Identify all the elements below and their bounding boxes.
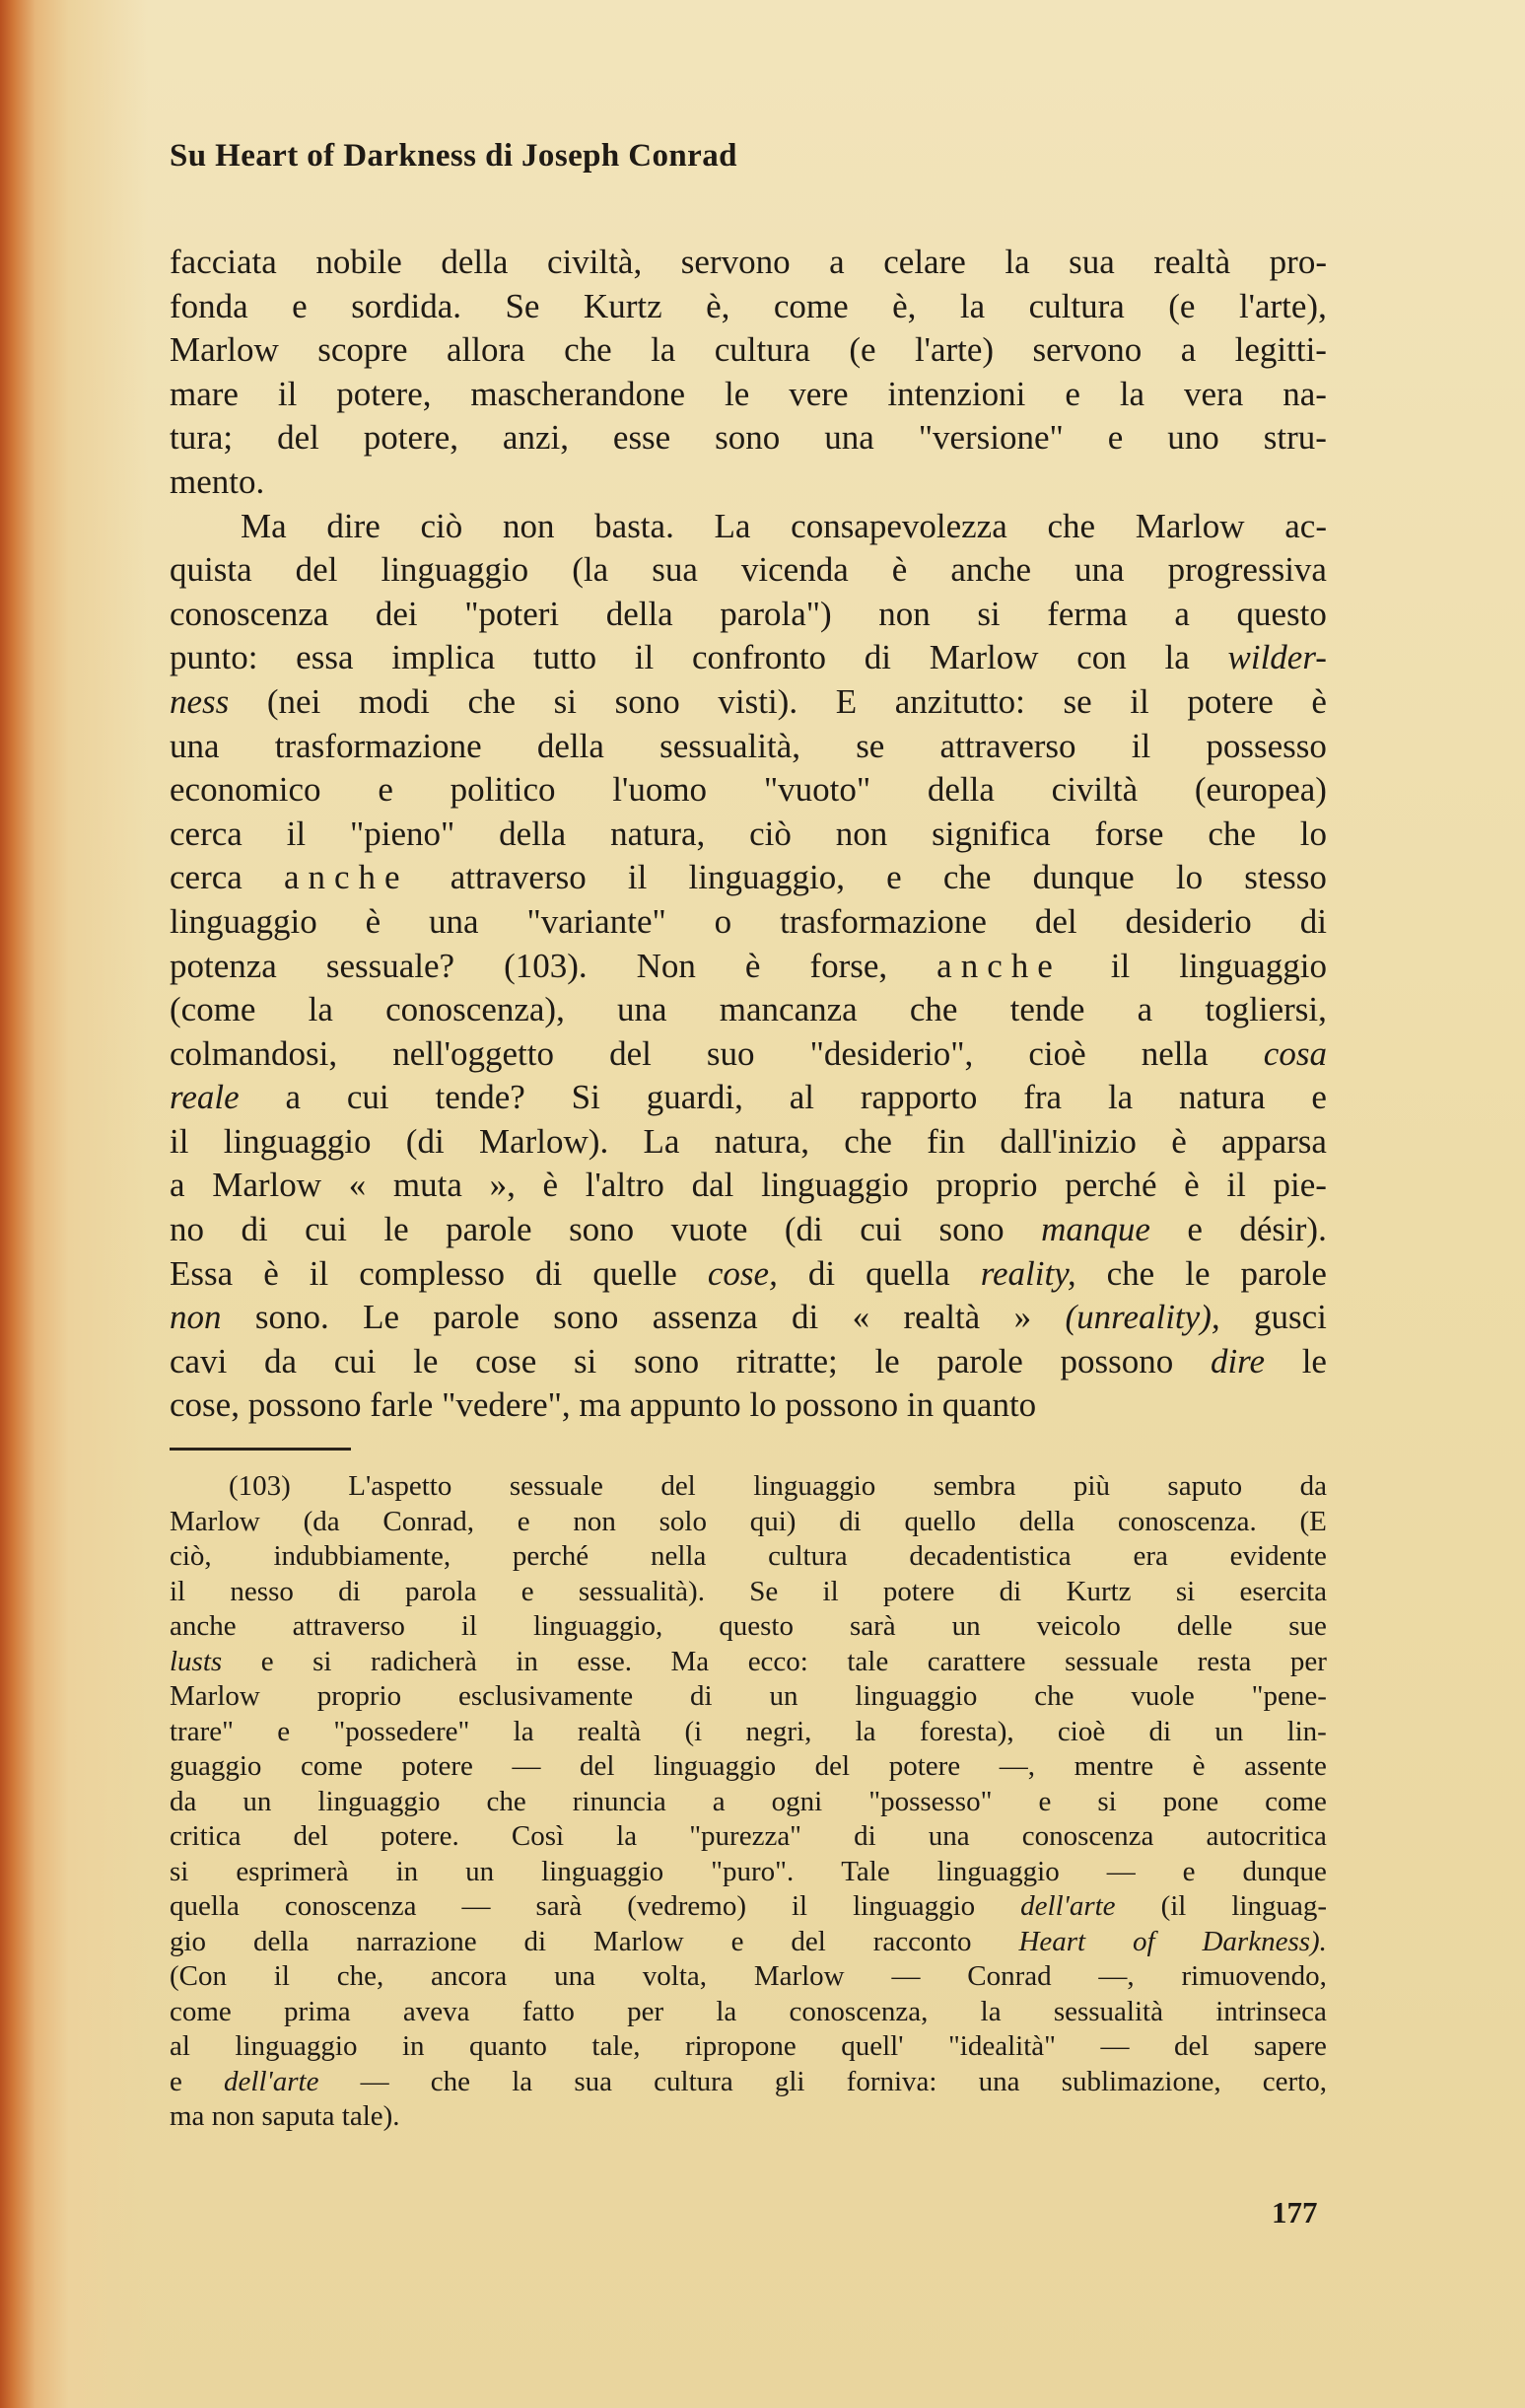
footnote-line: Marlow proprio esclusivamente di un linguaggio che vuole "pene- — [170, 1680, 1327, 1712]
footnote-line: trare" e "possedere" la realtà (i negri, la foresta), cioè di un lin- — [170, 1715, 1327, 1747]
body-line: conoscenza dei "poteri della parola") non si ferma a questo — [170, 594, 1327, 633]
body-line: ness (nei modi che si sono visti). E anzitutto: se il potere è — [170, 681, 1327, 721]
body-line: potenza sessuale? (103). Non è forse, anche il linguaggio — [170, 946, 1327, 985]
body-line: reale a cui tende? Si guardi, al rapporto fra la natura e — [170, 1078, 1327, 1117]
footnote-line: ma non saputa tale). — [170, 2100, 400, 2132]
body-line: fonda e sordida. Se Kurtz è, come è, la cultura (e l'arte), — [170, 286, 1327, 325]
footnote-line: e dell'arte — che la sua cultura gli forniva: una sublimazione, certo, — [170, 2065, 1327, 2097]
body-line: mare il potere, mascherandone le vere intenzioni e la vera na- — [170, 374, 1327, 413]
footnote-line: si esprimerà in un linguaggio "puro". Tale linguaggio — e dunque — [170, 1855, 1327, 1887]
footnote-line: quella conoscenza — sarà (vedremo) il linguaggio dell'arte (il linguag- — [170, 1890, 1327, 1922]
body-line: mento. — [170, 461, 265, 501]
body-line: cerca anche attraverso il linguaggio, e che dunque lo stesso — [170, 858, 1327, 897]
footnote-line: il nesso di parola e sessualità). Se il potere di Kurtz si esercita — [170, 1575, 1327, 1607]
body-line: (come la conoscenza), una mancanza che tende a togliersi, — [170, 990, 1327, 1029]
body-line: a Marlow « muta », è l'altro dal linguaggio proprio perché è il pie- — [170, 1166, 1327, 1205]
body-line: tura; del potere, anzi, esse sono una "versione" e uno stru- — [170, 418, 1327, 458]
footnote-line: (103) L'aspetto sessuale del linguaggio sembra più saputo da — [229, 1470, 1327, 1502]
body-line: Marlow scopre allora che la cultura (e l'arte) servono a legitti- — [170, 330, 1327, 370]
footnote-line: ciò, indubbiamente, perché nella cultura decadentistica era evidente — [170, 1540, 1327, 1572]
footnote-line: lusts e si radicherà in esse. Ma ecco: tale carattere sessuale resta per — [170, 1645, 1327, 1677]
page-number: 177 — [1272, 2195, 1318, 2230]
footnote-line: guaggio come potere — del linguaggio del potere —, mentre è assente — [170, 1750, 1327, 1782]
body-line: punto: essa implica tutto il confronto di Marlow con la wilder- — [170, 638, 1327, 677]
body-line: cavi da cui le cose si sono ritratte; le parole possono dire le — [170, 1341, 1327, 1381]
footnote-line: anche attraverso il linguaggio, questo sarà un veicolo delle sue — [170, 1610, 1327, 1642]
body-line: facciata nobile della civiltà, servono a celare la sua realtà pro- — [170, 243, 1327, 281]
footnote-rule — [170, 1448, 351, 1451]
footnote-line: critica del potere. Così la "purezza" di una conoscenza autocritica — [170, 1820, 1327, 1852]
footnote-line: da un linguaggio che rinuncia a ogni "possesso" e si pone come — [170, 1785, 1327, 1817]
footnote-line: al linguaggio in quanto tale, ripropone quell' "idealità" — del sapere — [170, 2030, 1327, 2062]
footnote-line: (Con il che, ancora una volta, Marlow — Conrad —, rimuovendo, — [170, 1960, 1327, 1992]
body-text — [170, 241, 1327, 1428]
footnote-line: gio della narrazione di Marlow e del racconto Heart of Darkness). — [170, 1925, 1327, 1957]
footnote-line: Marlow (da Conrad, e non solo qui) di quello della conoscenza. (E — [170, 1505, 1327, 1537]
body-line: linguaggio è una "variante" o trasformazione del desiderio di — [170, 901, 1327, 941]
body-line: economico e politico l'uomo "vuoto" della civiltà (europea) — [170, 770, 1327, 810]
body-line: cerca il "pieno" della natura, ciò non significa forse che lo — [170, 814, 1327, 853]
footnote — [170, 1469, 1327, 2135]
body-line: Essa è il complesso di quelle cose, di quella reality, che le parole — [170, 1253, 1327, 1293]
body-line: non sono. Le parole sono assenza di « realtà » (unreality), gusci — [170, 1298, 1327, 1337]
body-line: il linguaggio (di Marlow). La natura, che fin dall'inizio è apparsa — [170, 1121, 1327, 1161]
body-line: colmandosi, nell'oggetto del suo "desiderio", cioè nella cosa — [170, 1033, 1327, 1073]
body-line: Ma dire ciò non basta. La consapevolezza che Marlow ac- — [241, 506, 1327, 545]
body-line: no di cui le parole sono vuote (di cui sono manque e désir). — [170, 1210, 1327, 1249]
body-line: cose, possono farle "vedere", ma appunto lo possono in quanto — [170, 1385, 1037, 1425]
body-line: quista del linguaggio (la sua vicenda è anche una progressiva — [170, 550, 1327, 590]
body-line: una trasformazione della sessualità, se attraverso il possesso — [170, 726, 1327, 765]
running-head: Su Heart of Darkness di Joseph Conrad — [170, 138, 737, 174]
footnote-line: come prima aveva fatto per la conoscenza, la sessualità intrinseca — [170, 1995, 1327, 2027]
